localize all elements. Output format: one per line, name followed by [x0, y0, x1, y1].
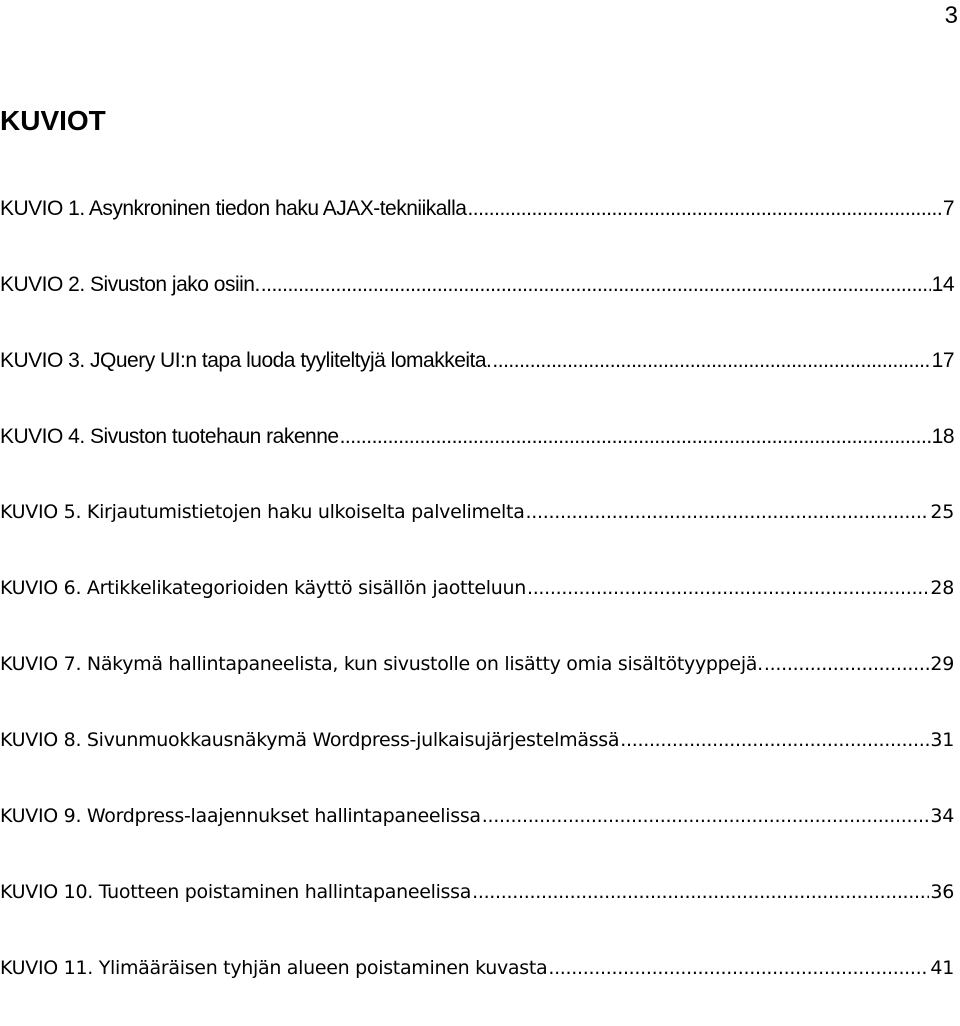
- list-of-figures-heading: KUVIOT: [0, 105, 106, 136]
- toc-dot-leader: [492, 342, 930, 379]
- toc-entry-page: 28: [930, 577, 954, 599]
- toc-entry-page: 29: [930, 653, 954, 675]
- page-number: 3: [944, 2, 958, 29]
- toc-entry-figure-4[interactable]: [0, 418, 954, 455]
- toc-entry-title: KUVIO 10. Tuotteen poistaminen hallintapaneelissa: [0, 881, 472, 903]
- toc-entry-page: 17: [931, 349, 954, 372]
- toc-entry-figure-9[interactable]: [0, 798, 954, 835]
- toc-entry-page: 7: [942, 197, 954, 220]
- toc-dot-leader: [261, 266, 931, 303]
- toc-dot-leader: [620, 722, 929, 759]
- toc-entry-page: 41: [930, 957, 954, 979]
- toc-entry-title: KUVIO 3. JQuery UI:n tapa luoda tyyliteltyjä lomakkeita.: [0, 349, 492, 372]
- toc-entry-figure-11[interactable]: [0, 950, 954, 987]
- list-of-figures: [0, 190, 954, 1026]
- toc-entry-figure-8[interactable]: [0, 722, 954, 759]
- toc-entry-page: 18: [931, 425, 954, 448]
- toc-entry-title: KUVIO 1. Asynkroninen tiedon haku AJAX-tekniikalla: [0, 197, 467, 220]
- toc-entry-figure-10[interactable]: [0, 874, 954, 911]
- toc-entry-figure-1[interactable]: [0, 190, 954, 227]
- toc-entry-figure-7[interactable]: [0, 646, 954, 683]
- toc-entry-title: KUVIO 11. Ylimääräisen tyhjän alueen poistaminen kuvasta: [0, 957, 548, 979]
- toc-entry-title: KUVIO 5. Kirjautumistietojen haku ulkoiselta palvelimelta: [0, 501, 525, 523]
- toc-dot-leader: [467, 190, 941, 227]
- toc-entry-title: KUVIO 9. Wordpress-laajennukset hallintapaneelissa: [0, 805, 481, 827]
- toc-dot-leader: [482, 798, 930, 835]
- toc-entry-page: 34: [930, 805, 954, 827]
- toc-entry-figure-2[interactable]: [0, 266, 954, 303]
- toc-entry-title: KUVIO 7. Näkymä hallintapaneelista, kun sivustolle on lisätty omia sisältötyyppejä.: [0, 653, 763, 675]
- toc-dot-leader: [764, 646, 930, 683]
- toc-entry-page: 36: [930, 881, 954, 903]
- toc-entry-title: KUVIO 8. Sivunmuokkausnäkymä Wordpress-julkaisujärjestelmässä: [0, 729, 620, 751]
- toc-entry-figure-6[interactable]: [0, 570, 954, 607]
- toc-dot-leader: [548, 950, 929, 987]
- toc-entry-page: 31: [930, 729, 954, 751]
- toc-entry-page: 25: [930, 501, 954, 523]
- toc-entry-title: KUVIO 4. Sivuston tuotehaun rakenne: [0, 425, 339, 448]
- toc-dot-leader: [526, 494, 930, 531]
- toc-entry-figure-3[interactable]: [0, 342, 954, 379]
- toc-dot-leader: [340, 418, 931, 455]
- toc-entry-title: KUVIO 6. Artikkelikategorioiden käyttö sisällön jaotteluun: [0, 577, 526, 599]
- toc-entry-figure-5[interactable]: [0, 494, 954, 531]
- toc-dot-leader: [472, 874, 929, 911]
- toc-entry-page: 14: [931, 273, 954, 296]
- toc-entry-title: KUVIO 2. Sivuston jako osiin.: [0, 273, 260, 296]
- toc-dot-leader: [527, 570, 929, 607]
